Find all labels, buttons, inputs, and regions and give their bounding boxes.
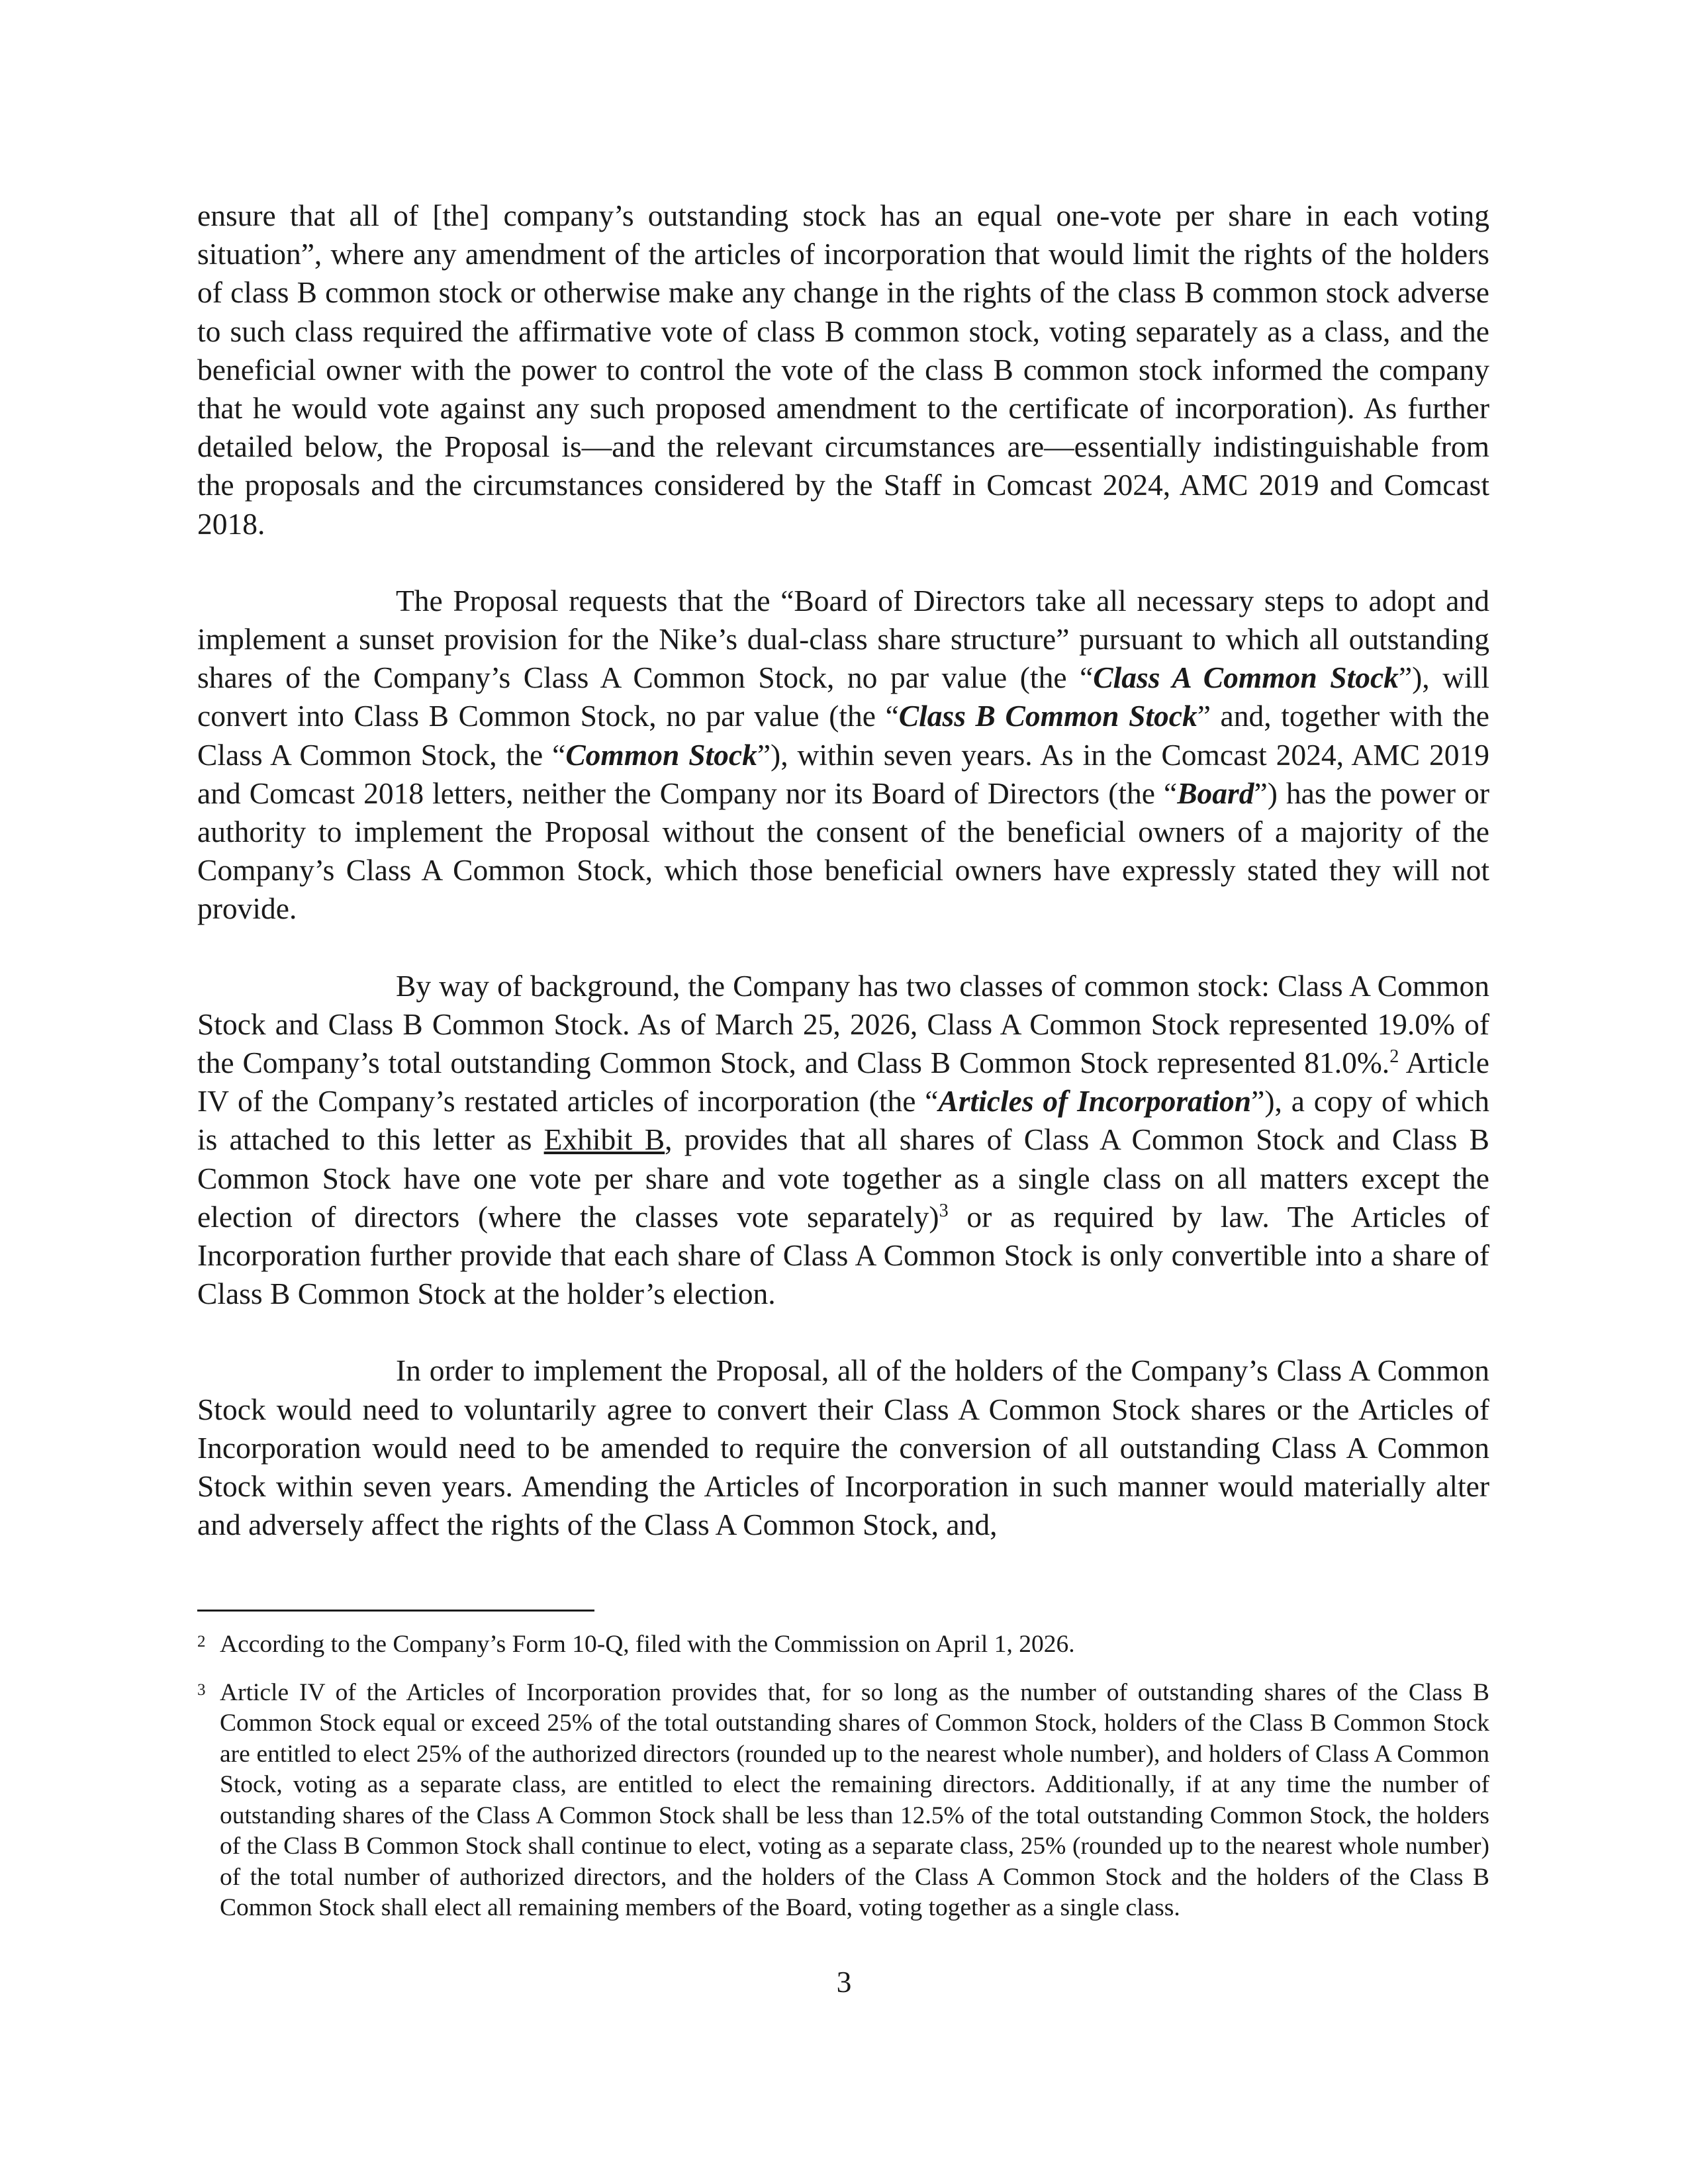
exhibit-b-link[interactable]: Exhibit B (543, 1122, 665, 1157)
paragraph-2 (197, 582, 1489, 929)
defined-term-board: Board (1177, 776, 1254, 810)
footnote-number: 2 (197, 1633, 206, 1651)
text-span: By way of background, the Company has two classes of common stock: Class A Common Stock and Class B Common Stock. As of March 25, 2026, Class A Common Stock represented 19.0% of the Company’s total outstanding Common Stock, and Class B Common Stock represented 81.0%. (197, 968, 1489, 1080)
footnote-ref-3[interactable]: 3 (939, 1200, 949, 1221)
page-number: 3 (836, 1965, 852, 1999)
footnote-text: Article IV of the Articles of Incorporation provides that, for so long as the number of outstanding shares of the Class B Common Stock equal or exceed 25% of the total outstanding shares of Common Stock, holders of the Class B Common Stock are entitled to elect 25% of the authorized directors (rounded up to the nearest whole number), and holders of Class A Common Stock, voting as a separate class, are entitled to elect the remaining directors. Additionally, if at any time the number of outstanding shares of the Class A Common Stock shall be less than 12.5% of the total outstanding Common Stock, the holders of the Class B Common Stock shall continue to elect, voting as a separate class, 25% (rounded up to the nearest whole number) of the total number of authorized directors, and the holders of the Class A Common Stock and the holders of the Class B Common Stock shall elect all remaining members of the Board, voting together as a single class. (220, 1678, 1489, 1921)
footnotes (197, 1629, 1489, 1924)
footnote-3 (197, 1678, 1489, 1924)
footnote-2 (197, 1629, 1489, 1661)
defined-term-class-a-common-stock: Class A Common Stock (1093, 660, 1399, 695)
defined-term-class-b-common-stock: Class B Common Stock (898, 699, 1197, 733)
text-span: ”), a copy of which is attached to this letter as (197, 1084, 1490, 1157)
defined-term-articles-of-incorporation: Articles of Incorporation (938, 1084, 1252, 1118)
body-text (197, 197, 1489, 1545)
defined-term-common-stock: Common Stock (565, 737, 757, 772)
footnote-divider (197, 1610, 594, 1612)
paragraph-4: In order to implement the Proposal, all of the holders of the Company’s Class A Common Stock would need to voluntarily agree to convert their Class A Common Stock shares or the Articles of Incorporation would need to be amended to require the conversion of all outstanding Class A Common Stock within seven years. Amending the Articles of Incorporation in such manner would materially alter and adversely affect the rights of the Class A Common Stock, and, (197, 1353, 1489, 1542)
text-span: ”) has the power or authority to implement the Proposal without the consent of the beneficial owners of a majority of the Company’s Class A Common Stock, which those beneficial owners have expressly stated they will not provide. (197, 776, 1489, 926)
text-span: ”), will convert into Class B Common Stock, no par value (the “ (197, 660, 1489, 733)
text-span: or as required by law. The Articles of Incorporation further provide that each share of Class A Common Stock is only convertible into a share of Class B Common Stock at the holder’s election. (197, 1199, 1490, 1311)
text-span: , provides that all shares of Class A Common Stock and Class B Common Stock have one vote per share and vote together as a single class on all matters except the election of directors (where the classes vote separately) (197, 1122, 1489, 1234)
text-span: ”), within seven years. As in the Comcast 2024, AMC 2019 and Comcast 2018 letters, neither the Company nor its Board of Directors (the “ (197, 737, 1490, 810)
footnote-ref-2[interactable]: 2 (1389, 1046, 1399, 1067)
text-span: The Proposal requests that the “Board of Directors take all necessary steps to adopt and implement a sunset provision for the Nike’s dual-class share structure” pursuant to which all outstanding shares of the Company’s Class A Common Stock, no par value (the “ (197, 583, 1489, 695)
text-span: Article IV of the Company’s restated articles of incorporation (the “ (197, 1046, 1489, 1118)
footnote-number: 3 (197, 1680, 206, 1699)
footnote-text: According to the Company’s Form 10-Q, filed with the Commission on April 1, 2026. (220, 1631, 1075, 1658)
paragraph-3 (197, 967, 1489, 1314)
text-span: ” and, together with the Class A Common Stock, the “ (197, 699, 1489, 772)
paragraph-1: ensure that all of [the] company’s outstanding stock has an equal one-vote per share in each voting situation”, where any amendment of the articles of incorporation that would limit the rights of the holders of class B common stock or otherwise make any change in the rights of the class B common stock adverse to such class required the affirmative vote of class B common stock, voting separately as a class, and the beneficial owner with the power to control the vote of the class B common stock informed the company that he would vote against any such proposed amendment to the certificate of incorporation). As further detailed below, the Proposal is—and the relevant circumstances are—essentially indistinguishable from the proposals and the circumstances considered by the Staff in Comcast 2024, AMC 2019 and Comcast 2018. (197, 199, 1489, 541)
